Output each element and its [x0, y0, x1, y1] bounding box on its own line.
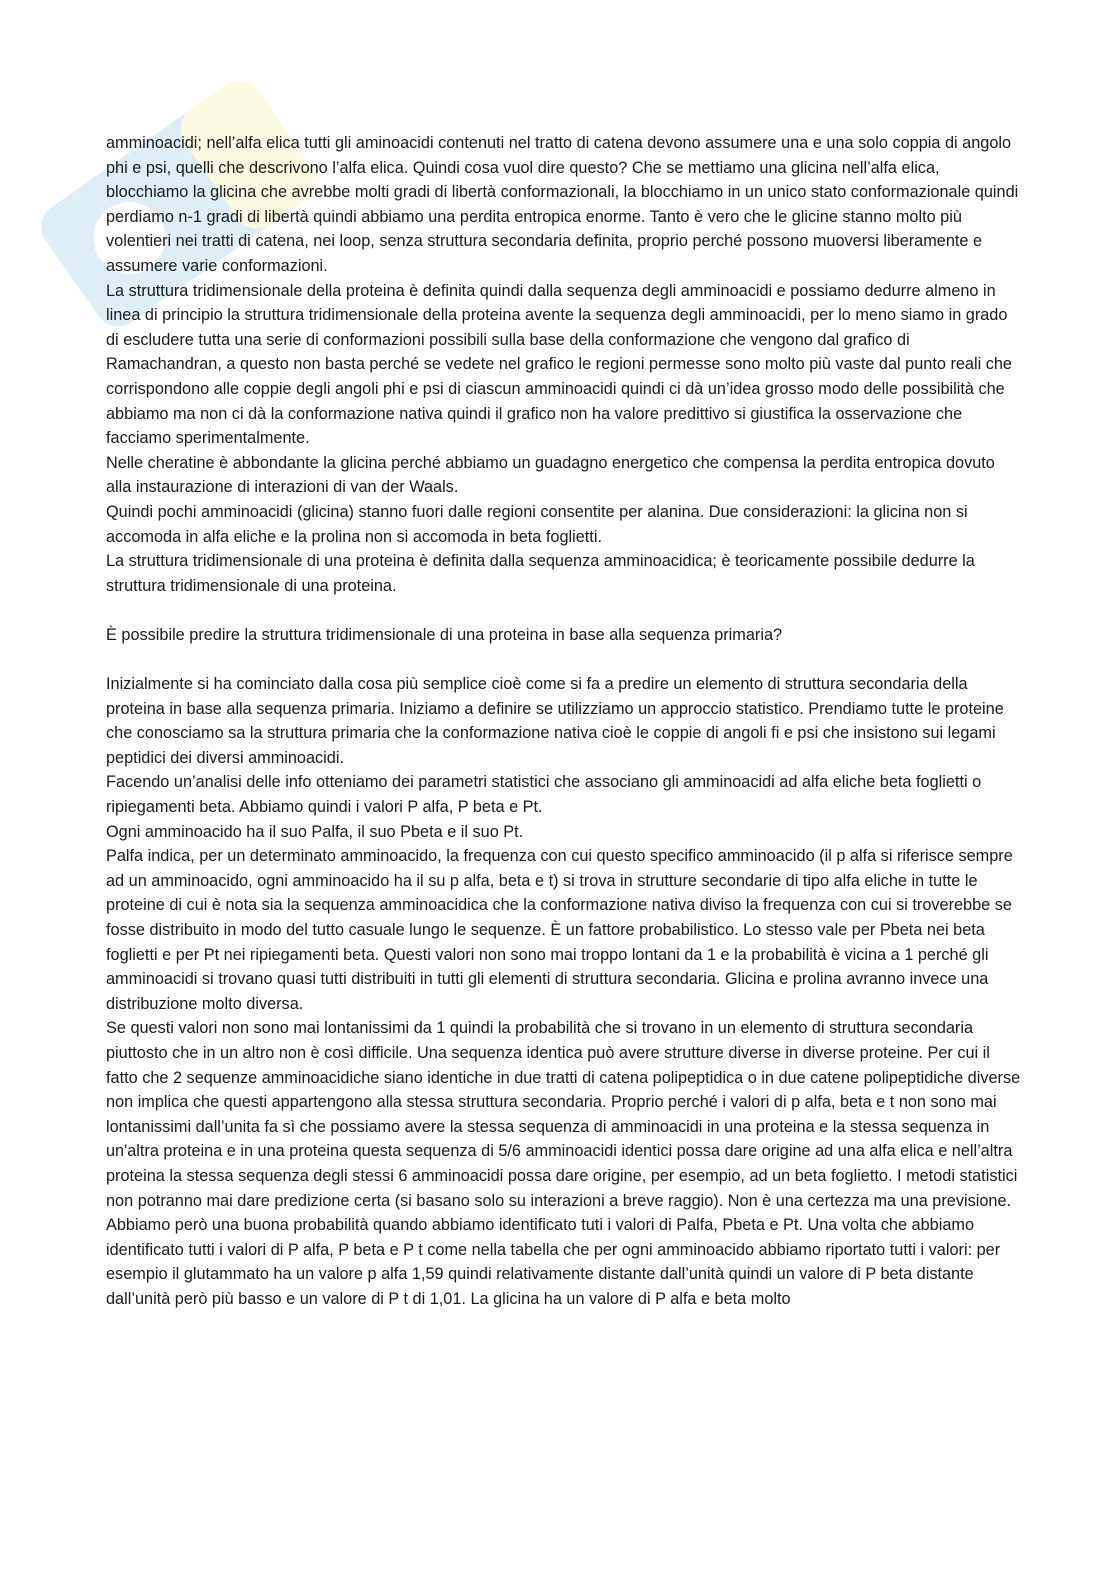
paragraph-5: La struttura tridimensionale di una proteina è definita dalla sequenza amminoacidica; è teoricamente possibile dedurre la struttura tridimensionale di una proteina.	[106, 552, 975, 595]
section-question: È possibile predire la struttura tridimensionale di una proteina in base alla sequenza primaria?	[106, 625, 783, 644]
blank-line	[106, 647, 1021, 672]
document-body	[106, 131, 1021, 1312]
paragraph-10: Se questi valori non sono mai lontanissimi da 1 quindi la probabilità che si trovano in un elemento di struttura secondaria piuttosto che in un altro non è così difficile. Una sequenza identica può avere strutture diverse in diverse proteine. Per cui il fatto che 2 sequenze amminoacidiche siano identiche in due tratti di catena polipeptidica o in due catene polipeptidiche diverse non implica che questi appartengono alla stessa struttura secondaria. Proprio perché i valori di p alfa, beta e t non sono mai lontanissimi dall’unita fa sì che possiamo avere la stessa sequenza di amminoacidi in una proteina e la stessa sequenza in un'altra proteina e in una proteina questa sequenza di 5/6 amminoacidi identici possa dare origine ad una alfa elica e nell’altra proteina la stessa sequenza degli stessi 6 amminoacidi possa dare origine, per esempio, ad un beta foglietto. I metodi statistici non potranno mai dare predizione certa (si basano solo su interazioni a breve raggio). Non è una certezza ma una previsione. Abbiamo però una buona probabilità quando abbiamo identificato tuti i valori di Palfa, Pbeta e Pt. Una volta che abbiamo identificato tutti i valori di P alfa, P beta e P t come nella tabella che per ogni amminoacido abbiamo riportato tutti i valori: per esempio il glutammato ha un valore p alfa 1,59 quindi relativamente distante dall’unità quindi un valore di P beta distante dall’unità però più basso e un valore di P t di 1,01. La glicina ha un valore di P alfa e beta molto	[106, 1019, 1021, 1308]
blank-line	[106, 598, 1021, 623]
paragraph-6: Inizialmente si ha cominciato dalla cosa più semplice cioè come si fa a predire un elemento di struttura secondaria della proteina in base alla sequenza primaria. Iniziamo a definire se utilizziamo un approccio statistico. Prendiamo tutte le proteine che conosciamo sa la struttura primaria che la conformazione nativa cioè le coppie di angoli fi e psi che insistono sui legami peptidici dei diversi amminoacidi.	[106, 675, 1004, 767]
paragraph-8: Ogni amminoacido ha il suo Palfa, il suo Pbeta e il suo Pt.	[106, 822, 524, 841]
paragraph-1: amminoacidi; nell’alfa elica tutti gli aminoacidi contenuti nel tratto di catena devono assumere una e una solo coppia di angolo phi e psi, quelli che descrivono l’alfa elica. Quindi cosa vuol dire questo? Che se mettiamo una glicina nell’alfa elica, blocchiamo la glicina che avrebbe molti gradi di libertà conformazionali, la blocchiamo in un unico stato conformazionale quindi perdiamo n-1 gradi di libertà quindi abbiamo una perdita entropica enorme. Tanto è vero che le glicine stanno molto più volentieri nei tratti di catena, nei loop, senza struttura secondaria definita, proprio perché possono muoversi liberamente e assumere varie conformazioni.	[106, 134, 1019, 275]
paragraph-4: Quindi pochi amminoacidi (glicina) stanno fuori dalle regioni consentite per alanina. Due considerazioni: la glicina non si accomoda in alfa eliche e la prolina non si accomoda in beta foglietti.	[106, 502, 968, 546]
paragraph-2: La struttura tridimensionale della proteina è definita quindi dalla sequenza degli amminoacidi e possiamo dedurre almeno in linea di principio la struttura tridimensionale della proteina avente la sequenza degli amminoacidi, per lo meno siamo in grado di escludere tutta una serie di conformazioni possibili sulla base della conformazione che vengono dal grafico di Ramachandran, a questo non basta perché se vedete nel grafico le regioni permesse sono molto più vaste dal punto reali che corrispondono alle coppie degli angoli phi e psi di ciascun amminoacidi quindi ci dà un’idea grosso modo delle possibilità che abbiamo ma non ci dà la conformazione nativa quindi il grafico non ha valore predittivo si giustifica la osservazione che facciamo sperimentalmente.	[106, 281, 1012, 448]
paragraph-7: Facendo un’analisi delle info otteniamo dei parametri statistici che associano gli amminoacidi ad alfa eliche beta foglietti o ripiegamenti beta. Abbiamo quindi i valori P alfa, P beta e Pt.	[106, 773, 982, 817]
paragraph-3: Nelle cheratine è abbondante la glicina perché abbiamo un guadagno energetico che compensa la perdita entropica dovuto alla instaurazione di interazioni di van der Waals.	[106, 453, 995, 497]
paragraph-9: Palfa indica, per un determinato amminoacido, la frequenza con cui questo specifico amminoacido (il p alfa si riferisce sempre ad un amminoacido, ogni amminoacido ha il su p alfa, beta e t) si trova in strutture secondarie di tipo alfa eliche in tutte le proteine di cui è nota sia la sequenza amminoacidica che la conformazione nativa diviso la frequenza con cui si troverebbe se fosse distribuito in modo del tutto casuale lungo le sequenze. È un fattore probabilistico. Lo stesso vale per Pbeta nei beta foglietti e per Pt nei ripiegamenti beta. Questi valori non sono mai troppo lontani da 1 e la probabilità è vicina a 1 perché gli amminoacidi si trovano quasi tutti distribuiti in tutti gli elementi di struttura secondaria. Glicina e prolina avranno invece una distribuzione molto diversa.	[106, 847, 1013, 1013]
